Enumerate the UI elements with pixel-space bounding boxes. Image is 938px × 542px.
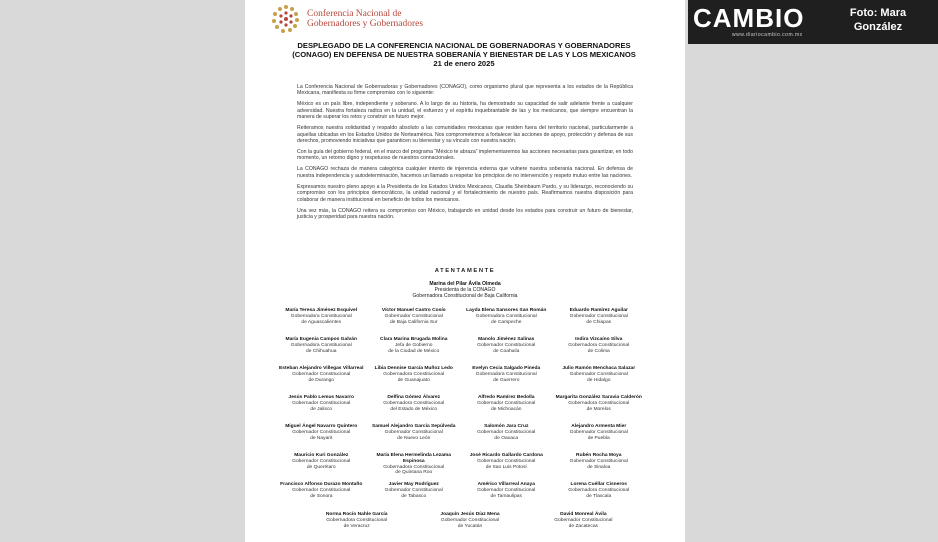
closing-heading: ATENTAMENTE bbox=[434, 268, 496, 274]
signatory-title: Jefa de Gobierno bbox=[394, 342, 433, 348]
signatory-name: Joaquín Jesús Díaz Mena bbox=[440, 512, 500, 517]
signatory-name: María Eugenia Campos Galván bbox=[285, 337, 357, 342]
signatory-title: Gobernador Constitucional bbox=[569, 458, 628, 464]
signatory-state: de Puebla bbox=[587, 435, 610, 441]
signatory-title: Gobernadora Constitucional bbox=[326, 517, 388, 523]
paragraph: México es un país libre, independiente y soberano. A lo largo de su historia, ha demostrado su capacidad de salir adelante frente a cualquier adversidad. Nuestra fortaleza radica en la unidad, el esfuerzo y el espíritu inquebrantable de las y los mexicanos, que siempre encuentran la manera de superar los retos y construir un futuro mejor. bbox=[297, 101, 633, 121]
signatory-title: Gobernador Constitucional bbox=[292, 487, 351, 493]
signatory-title: Gobernador Constitucional bbox=[569, 313, 628, 319]
signatory-title: Gobernadora Constitucional bbox=[568, 342, 630, 348]
signatory-name: Rubén Rocha Moya bbox=[576, 453, 622, 458]
signatory bbox=[275, 453, 368, 482]
signatory-title: Gobernador Constitucional bbox=[477, 400, 536, 406]
paragraph: Con la guía del gobierno federal, en el marco del programa “México te abraza” implementaremos las acciones necesarias para garantizar, en todo momento, un retorno digno y respetuoso de nuestros connacionales. bbox=[297, 149, 633, 162]
president-role: Presidenta de la CONAGO bbox=[434, 287, 496, 293]
signatory-name: Layda Elena Sansores San Román bbox=[466, 308, 547, 313]
signatory-state: de Querétaro bbox=[306, 464, 336, 470]
signatory-title: Gobernadora Constitucional bbox=[383, 371, 445, 377]
signatory-title: Gobernadora Constitucional bbox=[568, 400, 630, 406]
signatory-name: Indira Vizcaíno Silva bbox=[575, 337, 623, 342]
conago-logo-icon bbox=[271, 4, 301, 34]
signatory-state: de Sonora bbox=[309, 493, 333, 499]
signatory-state: de Tabasco bbox=[401, 493, 427, 499]
title-date: 21 de enero 2025 bbox=[433, 59, 495, 68]
signatory-state: de Aguascalientes bbox=[301, 319, 342, 325]
paragraph: Expresamos nuestro pleno apoyo a la Presidenta de los Estados Unidos Mexicanos, Claudia Sheinbaum Pardo, y su liderazgo, reconociendo su compromiso con los principios democráticos, la unidad nacional y el fortalecimiento de nuestro país. Reafirmamos nuestra disposición para colaborar de manera institucional en beneficio de todos los mexicanos. bbox=[297, 183, 633, 203]
signatory-name: Esteban Alejandro Villegas Villarreal bbox=[279, 366, 364, 371]
signatory-title: Gobernador Constitucional bbox=[477, 342, 536, 348]
document-page bbox=[245, 0, 685, 542]
signatory-state: de Campeche bbox=[491, 319, 522, 325]
signatory-title: Gobernador Constitucional bbox=[477, 458, 536, 464]
signatory-title: Gobernador Constitucional bbox=[477, 429, 536, 435]
title-line1: DESPLEGADO DE LA CONFERENCIA NACIONAL DE GOBERNADORAS Y GOBERNADORES bbox=[297, 41, 631, 50]
signatory-state: de Durango bbox=[308, 377, 335, 383]
signatory bbox=[368, 308, 461, 337]
signatory-title: Gobernadora Constitucional bbox=[568, 487, 630, 493]
document-title bbox=[283, 41, 645, 68]
signatory-title: Gobernador Constitucional bbox=[292, 400, 351, 406]
signatory-name: Francisco Alfonso Durazo Montaño bbox=[280, 482, 363, 487]
signatory-title: Gobernador Constitucional bbox=[292, 429, 351, 435]
signatory-name: Alfredo Ramírez Bedolla bbox=[477, 395, 535, 400]
signatory bbox=[368, 482, 461, 511]
signatory bbox=[275, 337, 368, 366]
signatory bbox=[553, 366, 646, 395]
signatory bbox=[460, 424, 553, 453]
signatory-state: de Sinaloa bbox=[587, 464, 611, 470]
signatory-title: Gobernadora Constitucional bbox=[475, 371, 537, 377]
signatory-title: Gobernadora Constitucional bbox=[290, 342, 352, 348]
signatory-title: Gobernador Constitucional bbox=[292, 458, 351, 464]
signatory-name: María Teresa Jiménez Esquivel bbox=[285, 308, 358, 313]
signatory bbox=[460, 482, 553, 511]
signatory-name: Julio Ramón Menchaca Salazar bbox=[562, 366, 636, 371]
signatory-name: Eduardo Ramírez Aguilar bbox=[569, 308, 628, 313]
org-name-line1: Conferencia Nacional de bbox=[307, 9, 402, 19]
signatory bbox=[368, 366, 461, 395]
signatory-name: Manolo Jiménez Salinas bbox=[478, 337, 535, 342]
signatory-title: Gobernador Constitucional bbox=[384, 313, 443, 319]
signatory-title: Gobernador Constitucional bbox=[569, 371, 628, 377]
signatory-title: Gobernador Constitucional bbox=[292, 371, 351, 377]
signatory-name: Alejandro Armenta Mier bbox=[571, 424, 627, 429]
signatory bbox=[275, 424, 368, 453]
signatory bbox=[275, 308, 368, 337]
photo-credit-line2: González bbox=[853, 21, 903, 33]
document-body bbox=[297, 84, 633, 225]
signatory-state: de Veracruz bbox=[343, 523, 370, 529]
signatory-state: de San Luis Potosí bbox=[485, 464, 527, 470]
signatory-name: Miguel Ángel Navarro Quintero bbox=[285, 424, 358, 429]
signatory-name: Javier May Rodríguez bbox=[388, 482, 439, 487]
signatory bbox=[368, 424, 461, 453]
signatory-state: de Zacatecas bbox=[568, 523, 599, 529]
signatory bbox=[460, 337, 553, 366]
signatory-state: de Tlaxcala bbox=[586, 493, 612, 499]
signatory-state: de Tamaulipas bbox=[490, 493, 522, 499]
signatory bbox=[275, 366, 368, 395]
signatory bbox=[275, 482, 368, 511]
signatory-name: David Monreal Ávila bbox=[560, 512, 607, 517]
president-name: Marina del Pilar Ávila Olmeda bbox=[429, 281, 501, 287]
signatory-name: Samuel Alejandro García Sepúlveda bbox=[371, 424, 456, 429]
signatory bbox=[553, 424, 646, 453]
signatory bbox=[368, 395, 461, 424]
paragraph: Una vez más, la CONAGO reitera su compromiso con México, trabajando en unidad desde los estados para construir un futuro de bienestar, justicia y prosperidad para nuestra nación. bbox=[297, 207, 633, 221]
title-line2: (CONAGO) EN DEFENSA DE NUESTRA SOBERANÍA Y BIENESTAR DE LAS Y LOS MEXICANOS bbox=[292, 50, 636, 59]
paragraph: La CONAGO rechaza de manera categórica cualquier intento de injerencia externa que vulnere nuestra soberanía nacional. En defensa de nuestra independencia y autodeterminación, hacemos un llamado a respetar los principios de no intervención y respeto mutuo entre las naciones. bbox=[297, 166, 633, 179]
signatory-title: Gobernadora Constitucional bbox=[383, 400, 445, 406]
signatory-name: Mauricio Kuri González bbox=[294, 453, 349, 458]
signatory-state: de la Ciudad de México bbox=[388, 348, 440, 354]
signatory bbox=[553, 308, 646, 337]
signatory bbox=[460, 366, 553, 395]
signatory-name: Clara Marina Brugada Molina bbox=[380, 337, 448, 342]
signatory bbox=[460, 395, 553, 424]
brand-url: www.diariocambio.com.mx bbox=[732, 32, 803, 38]
paragraph: La Conferencia Nacional de Gobernadoras y Gobernadores (CONAGO), como organismo plural que representa a los estados de la República Mexicana, manifiesta su firme compromiso con lo siguiente: bbox=[297, 84, 633, 97]
signatory-name: Evelyn Cecia Salgado Pineda bbox=[472, 366, 541, 371]
signatory-state: de Jalisco bbox=[310, 406, 333, 412]
signatory-title: Gobernadora Constitucional bbox=[475, 313, 537, 319]
signatory-title: Gobernador Constitucional bbox=[554, 517, 613, 523]
signatory-state: de Michoacán bbox=[491, 406, 522, 412]
signatory bbox=[368, 453, 461, 482]
cambio-logo: CAMBIO bbox=[693, 3, 805, 33]
signatory-title: Gobernadora Constitucional bbox=[290, 313, 352, 319]
signatory-state: de Quintana Roo bbox=[395, 470, 433, 476]
signatory-name: Víctor Manuel Castro Cosío bbox=[381, 308, 446, 313]
signatory bbox=[460, 453, 553, 482]
signatory-name: Norma Rocío Nahle García bbox=[325, 512, 388, 517]
conago-logo bbox=[271, 4, 423, 34]
signatories-grid bbox=[275, 308, 645, 511]
signatory bbox=[413, 512, 526, 529]
org-name-line2: Gobernadores y Gobernadores bbox=[307, 19, 424, 29]
signatory bbox=[553, 453, 646, 482]
paragraph: Reiteramos nuestra solidaridad y respaldo absoluto a las comunidades mexicanas que residen fuera del territorio nacional, particularmente a aquellas ubicadas en los Estados Unidos de Norteamérica. Nos comprometemos a fortalecer las acciones de apoyo, protección y defensa de sus derechos, promoviendo iniciativas que garanticen su bienestar y su vínculo con nuestra nación. bbox=[297, 125, 633, 145]
signatory bbox=[553, 395, 646, 424]
signatory-title: Gobernador Constitucional bbox=[384, 487, 443, 493]
signatory bbox=[527, 512, 640, 529]
signatory-state: de Coahuila bbox=[493, 348, 520, 354]
signatory-name: Jesús Pablo Lemus Navarro bbox=[288, 395, 354, 400]
signatory-state: de Oaxaca bbox=[494, 435, 519, 441]
signatory-state: de Guanajuato bbox=[397, 377, 430, 383]
signatory-state: de Nayarit bbox=[310, 435, 333, 441]
signatory-state: de Yucatán bbox=[457, 523, 483, 529]
president-state: Gobernadora Constitucional de Baja California bbox=[412, 293, 518, 299]
photo-credit-line1: Foto: Mara bbox=[849, 7, 907, 19]
signatory bbox=[460, 308, 553, 337]
signatory-name: María Elena Hermelinda Lezama Espinosa bbox=[376, 453, 451, 464]
signatory bbox=[553, 482, 646, 511]
last-signatories-row bbox=[300, 512, 640, 529]
signatory-state: de Chihuahua bbox=[306, 348, 337, 354]
signatory-state: de Morelos bbox=[586, 406, 611, 412]
signatory-state: de Colima bbox=[587, 348, 610, 354]
signatory-title: Gobernador Constitucional bbox=[440, 517, 500, 523]
signatory-name: Margarita González Saravia Calderón bbox=[555, 395, 642, 400]
signatory bbox=[368, 337, 461, 366]
signatory bbox=[553, 337, 646, 366]
signatory-name: Américo Villarreal Anaya bbox=[477, 482, 535, 487]
signatory-name: Delfina Gómez Álvarez bbox=[387, 395, 441, 400]
signatory-title: Gobernador Constitucional bbox=[569, 429, 628, 435]
signatory-name: Lorena Cuéllar Cisneros bbox=[570, 482, 628, 487]
signatory-state: de Nuevo León bbox=[397, 435, 431, 441]
photo-credit bbox=[826, 6, 930, 34]
signatory-state: de Baja California Sur bbox=[389, 319, 438, 325]
signatory bbox=[300, 512, 413, 529]
signatory-title: Gobernador Constitucional bbox=[384, 429, 443, 435]
signatory-title: Gobernador Constitucional bbox=[477, 487, 536, 493]
signatory-state: de Hidalgo bbox=[587, 377, 611, 383]
signatory-name: Libia Dennise García Muñoz Ledo bbox=[374, 366, 453, 371]
signatory bbox=[275, 395, 368, 424]
president-signature bbox=[245, 281, 685, 299]
signatory-state: del Estado de México bbox=[390, 406, 438, 412]
signatory-name: Salomón Jara Cruz bbox=[484, 424, 529, 429]
signatory-title: Gobernadora Constitucional bbox=[383, 464, 445, 470]
signatory-name: José Ricardo Gallardo Cardona bbox=[469, 453, 543, 458]
signatory-state: de Guerrero bbox=[493, 377, 520, 383]
org-name bbox=[307, 9, 423, 29]
signatory-state: de Chiapas bbox=[586, 319, 612, 325]
